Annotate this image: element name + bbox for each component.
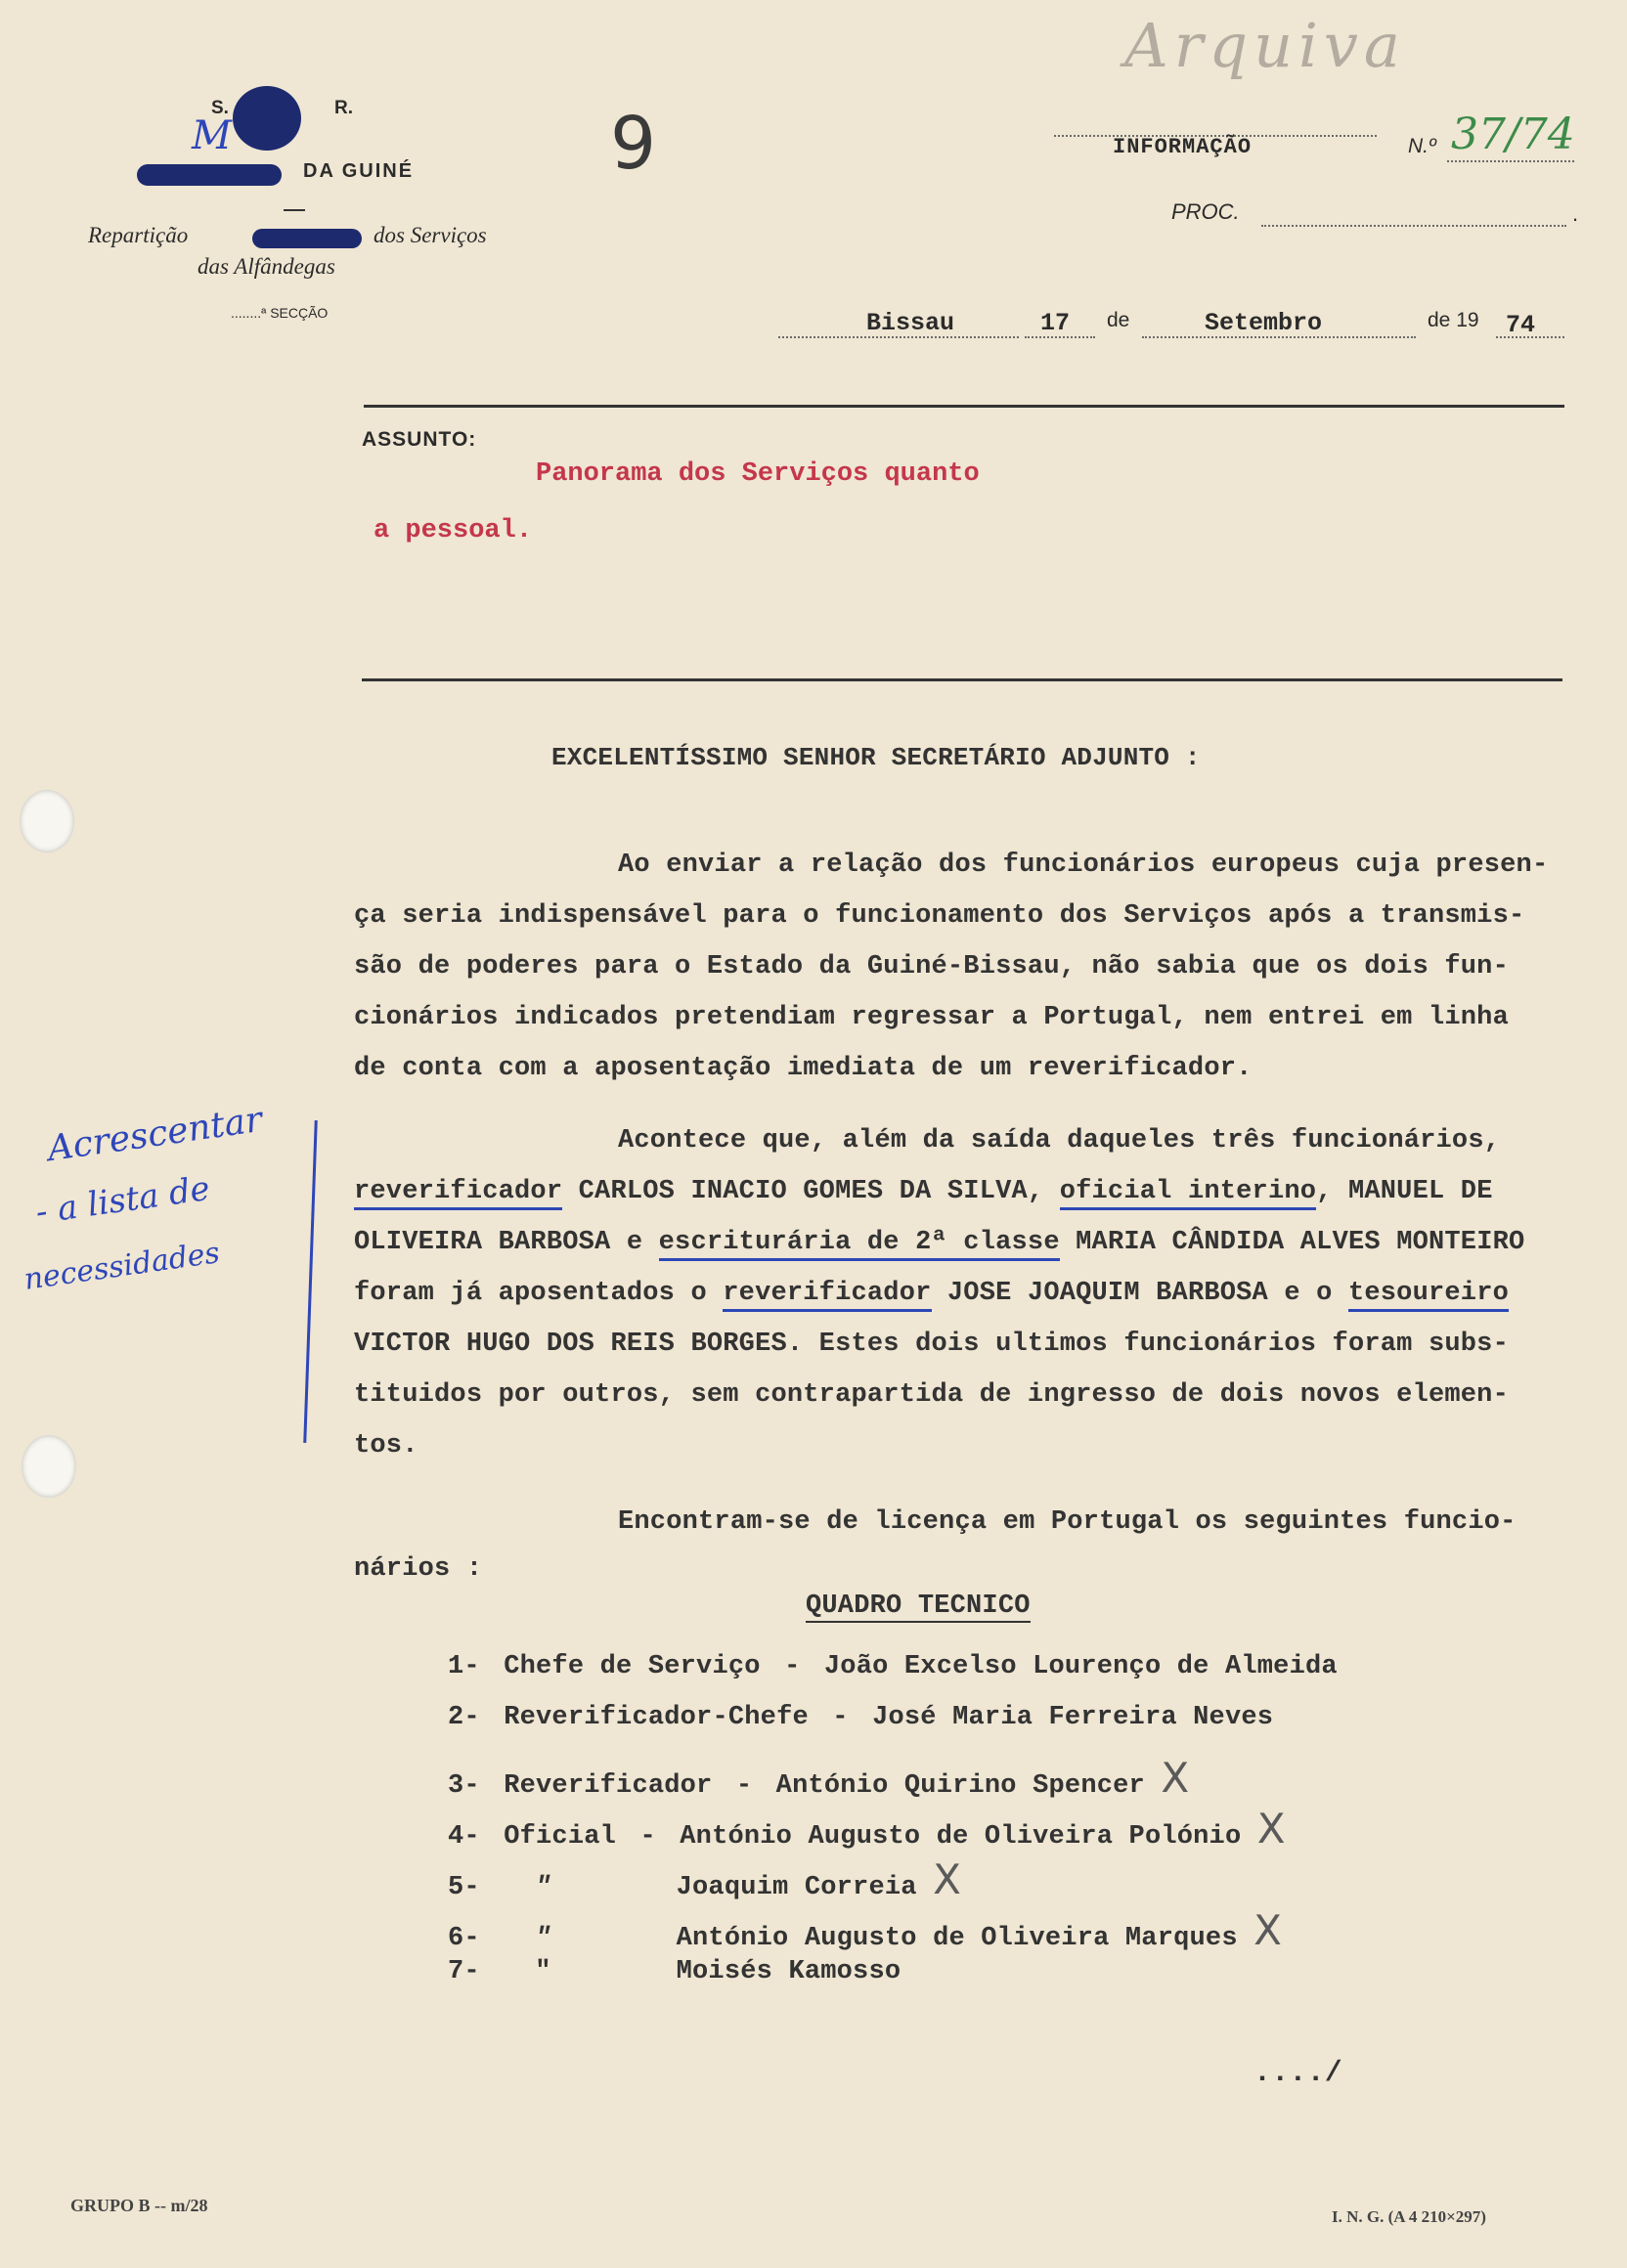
staff-number: 1- [448, 1652, 480, 1681]
redaction-blob-top [233, 86, 301, 151]
paragraph2-line4 [354, 1279, 1509, 1308]
paragraph2-line7: tos. [354, 1431, 418, 1461]
staff-role: ″ [535, 1873, 551, 1902]
margin-note-line3: necessidades [22, 1236, 222, 1297]
margin-note-line1: Acrescentar [45, 1099, 265, 1170]
text-maria-candida: MARIA CÂNDIDA ALVES MONTEIRO [1059, 1228, 1525, 1257]
assunto-label: ASSUNTO: [362, 428, 477, 451]
staff-number: 6- [448, 1924, 480, 1953]
paragraph2-line5: VICTOR HUGO DOS REIS BORGES. Estes dois ultimos funcionários foram subs- [354, 1330, 1509, 1359]
dateline-month: Setembro [1205, 309, 1323, 337]
letterhead-alfandegas: das Alfândegas [198, 254, 335, 279]
staff-row [448, 1906, 1282, 1954]
underline-escrituraria: escriturária de 2ª classe [659, 1228, 1060, 1261]
paragraph2-line6: tituidos por outros, sem contrapartida de ingresso de dois novos elemen- [354, 1380, 1509, 1410]
redaction-blob-repartition [252, 229, 362, 248]
punch-hole-top [20, 790, 74, 852]
check-x-mark: X [1256, 1805, 1286, 1853]
paragraph2-line2 [354, 1177, 1493, 1206]
assunto-line2: a pessoal. [374, 516, 533, 545]
text-oliveira-barbosa: OLIVEIRA BARBOSA e [354, 1228, 659, 1257]
punch-hole-bottom [22, 1435, 76, 1498]
quadro-title: QUADRO TECNICO [806, 1592, 1031, 1621]
header-rule-top [364, 405, 1564, 408]
staff-name: António Augusto de Oliveira Polónio [680, 1822, 1242, 1852]
check-x-mark: X [1253, 1906, 1283, 1954]
paragraph1-line1: Ao enviar a relação dos funcionários europeus cuja presen- [618, 850, 1549, 880]
staff-row [448, 1703, 1273, 1732]
footer-right: I. N. G. (A 4 210×297) [1332, 2207, 1486, 2226]
paragraph2-line1: Acontece que, além da saída daqueles três funcionários, [618, 1126, 1501, 1156]
dateline-year: 74 [1506, 311, 1536, 339]
staff-separator: - [784, 1652, 801, 1681]
staff-separator: - [639, 1822, 656, 1852]
staff-number: 2- [448, 1703, 480, 1732]
staff-number: 7- [448, 1957, 480, 1986]
staff-number: 5- [448, 1873, 480, 1902]
staff-role: ″ [535, 1924, 551, 1953]
proc-tail: . [1572, 201, 1579, 226]
staff-role: Chefe de Serviço [504, 1652, 761, 1681]
check-x-mark: X [1161, 1754, 1190, 1802]
staff-name: José Maria Ferreira Neves [872, 1703, 1274, 1732]
redaction-blob-province [137, 164, 282, 186]
underline-tesoureiro: tesoureiro [1348, 1279, 1509, 1312]
paragraph1-line3: são de poderes para o Estado da Guiné-Bissau, não sabia que os dois fun- [354, 952, 1509, 981]
underline-oficial-interino: oficial interino [1060, 1177, 1316, 1210]
text-jose-joaquim: JOSE JOAQUIM BARBOSA e o [931, 1279, 1348, 1308]
footer-left: GRUPO B -- m/28 [70, 2196, 208, 2215]
dateline-de2: de 19 [1428, 309, 1479, 331]
margin-note-line2: - a lista de [33, 1168, 213, 1233]
text-manuel: , MANUEL DE [1316, 1177, 1493, 1206]
staff-row [448, 1957, 901, 1986]
staff-row [448, 1855, 961, 1903]
staff-role: " [535, 1957, 551, 1986]
check-x-mark: X [933, 1855, 962, 1903]
text-carlos: CARLOS INACIO GOMES DA SILVA, [562, 1177, 1060, 1206]
underline-reverificador-1: reverificador [354, 1177, 562, 1210]
staff-name: João Excelso Lourenço de Almeida [823, 1652, 1338, 1681]
letterhead-divider [284, 209, 305, 211]
info-label: INFORMAÇÃO [1113, 135, 1253, 159]
staff-name: Joaquim Correia [676, 1873, 917, 1902]
dateline-place: Bissau [866, 309, 955, 337]
info-number-dots [1447, 160, 1574, 162]
staff-role: Reverificador-Chefe [504, 1703, 809, 1732]
header-rule-bottom [362, 678, 1562, 681]
staff-number: 4- [448, 1822, 480, 1852]
paragraph3-line1: Encontram-se de licença em Portugal os seguintes funcio- [618, 1507, 1517, 1537]
proc-dots [1261, 225, 1566, 227]
text-foram-ja: foram já aposentados o [354, 1279, 724, 1308]
margin-note-bracket [303, 1120, 318, 1443]
paragraph2-line3 [354, 1228, 1524, 1257]
dateline-day: 17 [1040, 309, 1071, 337]
handwritten-arquiva: Arquiva [1124, 10, 1406, 81]
letterhead-seccao: ........ª SECÇÃO [231, 305, 329, 321]
staff-name: Moisés Kamosso [676, 1957, 901, 1986]
letterhead-province: DA GUINÉ [303, 160, 415, 182]
paragraph3-line2: nários : [354, 1554, 483, 1584]
paragraph1-line5: de conta com a aposentação imediata de um reverificador. [354, 1054, 1253, 1083]
staff-role: Reverificador [504, 1771, 713, 1801]
continuation-mark: ..../ [1253, 2057, 1343, 2090]
staff-name: António Augusto de Oliveira Marques [676, 1924, 1238, 1953]
underline-reverificador-2: reverificador [723, 1279, 931, 1312]
staff-separator: - [735, 1771, 753, 1801]
staff-row [448, 1652, 1338, 1681]
letterhead-servicos: dos Serviços [374, 223, 487, 247]
staff-row [448, 1754, 1189, 1802]
staff-role: Oficial [504, 1822, 617, 1852]
paragraph1-line2: ça seria indispensável para o funcionamento dos Serviços após a transmis- [354, 901, 1525, 931]
handwritten-page-number: 9 [610, 102, 657, 186]
staff-name: António Quirino Spencer [775, 1771, 1145, 1801]
paragraph1-line4: cionários indicados pretendiam regressar a Portugal, nem entrei em linha [354, 1003, 1509, 1032]
letterhead-s: S. [211, 98, 229, 118]
proc-label: PROC. [1171, 199, 1240, 224]
assunto-line1: Panorama dos Serviços quanto [536, 459, 980, 489]
letterhead-repartition: Repartição [88, 223, 189, 247]
staff-separator: - [832, 1703, 849, 1732]
info-number-label: N.º [1408, 135, 1436, 157]
salutation: EXCELENTÍSSIMO SENHOR SECRETÁRIO ADJUNTO : [551, 743, 1201, 772]
handwritten-initial: M [192, 113, 232, 158]
staff-number: 3- [448, 1771, 480, 1801]
dateline-de1: de [1107, 309, 1130, 331]
letterhead-r: R. [334, 98, 353, 118]
staff-row [448, 1805, 1286, 1853]
info-number-value: 37/74 [1451, 109, 1575, 159]
